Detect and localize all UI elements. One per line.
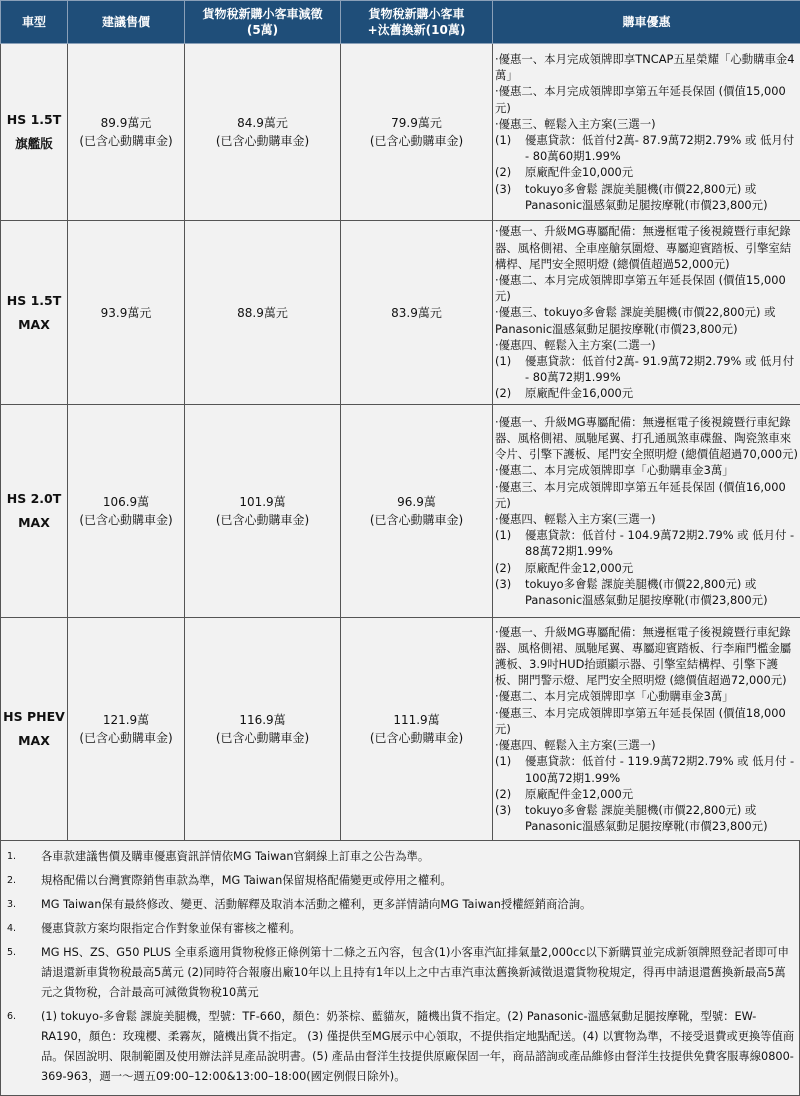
promo-item: ·優惠二、本月完成領牌即享第五年延長保固 (價值15,000元) (495, 272, 798, 304)
table-row (1, 44, 800, 221)
notes-section (0, 841, 800, 1096)
promo-option: (1) 優惠貸款：低首付 - 104.9萬72期2.79% 或 低月付 - 88萬72期1.99% (495, 527, 798, 559)
header-tax-reduction: 貨物稅新購小客車減徵 (5萬) (185, 1, 341, 44)
tax-price-cell: 84.9萬元 (已含心動購車金) (185, 44, 341, 221)
note-item: 4. 優惠貸款方案均限指定合作對象並保有審核之權利。 (1, 919, 799, 939)
promo-item: ·優惠三、本月完成領牌即享第五年延長保固 (價值18,000元) (495, 705, 798, 737)
msrp-cell: 89.9萬元 (已含心動購車金) (68, 44, 185, 221)
model-cell: HS 1.5T 旗艦版 (1, 44, 68, 221)
header-model: 車型 (1, 1, 68, 44)
promo-item: ·優惠四、輕鬆入主方案(三選一) (495, 511, 798, 527)
promo-item: ·優惠三、tokuyo多會鬆 課旋美腿機(市價22,800元) 或Panasonic溫感氣動足腿按摩靴(市價23,800元) (495, 304, 798, 336)
note-item: 2. 規格配備以台灣實際銷售車款為準，MG Taiwan保留規格配備變更或停用之權利。 (1, 871, 799, 891)
header-promo: 購車優惠 (493, 1, 800, 44)
promo-item: ·優惠一、升級MG專屬配備：無邊框電子後視鏡暨行車紀錄器、風格側裙、風馳尾翼、專屬迎賓踏板、行李廂門檻金屬護板、3.9吋HUD抬頭顯示器、引擎室結構桿、引擎下護板、開門警示燈、尾門安全照明燈 (總價值超過72,000元) (495, 624, 798, 689)
trade-in-price-cell: 79.9萬元 (已含心動購車金) (341, 44, 493, 221)
promo-item: ·優惠一、升級MG專屬配備：無邊框電子後視鏡暨行車紀錄器、風格側裙、全車座艙氛圍燈、專屬迎賓踏板、引擎室結構桿、尾門安全照明燈 (總價值超過52,000元) (495, 223, 798, 272)
promo-item: ·優惠三、輕鬆入主方案(三選一) (495, 116, 798, 132)
header-msrp: 建議售價 (68, 1, 185, 44)
trade-in-price-cell: 83.9萬元 (341, 221, 493, 405)
header-trade-in: 貨物稅新購小客車 +汰舊換新(10萬) (341, 1, 493, 44)
promo-option: (1) 優惠貸款：低首付 - 119.9萬72期2.79% 或 低月付 - 100萬72期1.99% (495, 753, 798, 785)
promo-cell (493, 44, 800, 221)
table-row (1, 221, 800, 405)
model-cell: HS 1.5T MAX (1, 221, 68, 405)
table-row (1, 405, 800, 618)
promo-item: ·優惠三、本月完成領牌即享第五年延長保固 (價值16,000元) (495, 479, 798, 511)
promo-cell (493, 618, 800, 841)
promo-option: (1) 優惠貸款：低首付2萬- 87.9萬72期2.79% 或 低月付 - 80萬60期1.99% (495, 132, 798, 164)
model-cell: HS 2.0T MAX (1, 405, 68, 618)
promo-option: (3) tokuyo多會鬆 課旋美腿機(市價22,800元) 或Panasonic溫感氣動足腿按摩靴(市價23,800元) (495, 181, 798, 213)
note-item: 3. MG Taiwan保有最終修改、變更、活動解釋及取消本活動之權利，更多詳情請向MG Taiwan授權經銷商洽詢。 (1, 895, 799, 915)
promo-item: ·優惠二、本月完成領牌即享「心動購車金3萬」 (495, 462, 798, 478)
promo-item: ·優惠二、本月完成領牌即享「心動購車金3萬」 (495, 688, 798, 704)
promo-option: (2) 原廠配件金12,000元 (495, 560, 798, 576)
tax-price-cell: 88.9萬元 (185, 221, 341, 405)
msrp-cell: 106.9萬 (已含心動購車金) (68, 405, 185, 618)
note-item: 6. (1) tokuyo-多會鬆 課旋美腿機，型號：TF-660，顏色：奶茶棕、藍貓灰，隨機出貨不指定。(2) Panasonic-溫感氣動足腿按摩靴，型號：EW-RA190，顏色：玫瑰櫻、柔霧灰，隨機出貨不指定。 (3) 僅提供至MG展示中心領取，不提供指定地點配送。(4) 以實物為準，不接受退費或更換等值商品。保固說明、限制範圍及使用辦法詳見產品說明書。(5) 產品由督洋生技提供原廠保固一年，商品諮詢或產品維修由督洋生技提供免費客服專線0800-369-963，週一～週五09:00–12:00&13:00–18:00(國定例假日除外)。 (1, 1007, 799, 1087)
promo-item: ·優惠二、本月完成領牌即享第五年延長保固 (價值15,000元) (495, 83, 798, 115)
promo-option: (3) tokuyo多會鬆 課旋美腿機(市價22,800元) 或Panasonic溫感氣動足腿按摩靴(市價23,800元) (495, 802, 798, 834)
promo-option: (2) 原廠配件金12,000元 (495, 786, 798, 802)
promo-item: ·優惠四、輕鬆入主方案(三選一) (495, 737, 798, 753)
promo-option: (3) tokuyo多會鬆 課旋美腿機(市價22,800元) 或Panasonic溫感氣動足腿按摩靴(市價23,800元) (495, 576, 798, 608)
msrp-cell: 93.9萬元 (68, 221, 185, 405)
trade-in-price-cell: 111.9萬 (已含心動購車金) (341, 618, 493, 841)
note-item: 1. 各車款建議售價及購車優惠資訊詳情依MG Taiwan官網線上訂車之公告為準。 (1, 847, 799, 867)
promo-cell (493, 405, 800, 618)
promo-item: ·優惠四、輕鬆入主方案(二選一) (495, 337, 798, 353)
tax-price-cell: 116.9萬 (已含心動購車金) (185, 618, 341, 841)
note-item: 5. MG HS、ZS、G50 PLUS 全車系適用貨物稅修正條例第十二條之五內容，包含(1)小客車汽缸排氣量2,000cc以下新購買並完成新領牌照登記者即可申請退還新車貨物稅最高5萬元 (2)同時符合報廢出廠10年以上且持有1年以上之中古車汽車汰舊換新減徵退還貨物稅規定，得再申請退還舊換新最高5萬元之貨物稅，合計最高可減徵貨物稅10萬元 (1, 943, 799, 1003)
table-row (1, 618, 800, 841)
promo-option: (2) 原廠配件金16,000元 (495, 385, 798, 401)
header-row (1, 1, 800, 44)
tax-price-cell: 101.9萬 (已含心動購車金) (185, 405, 341, 618)
promo-item: ·優惠一、升級MG專屬配備：無邊框電子後視鏡暨行車紀錄器、風格側裙、風馳尾翼、打孔通風煞車碟盤、陶瓷煞車來令片、引擎下護板、尾門安全照明燈 (總價值超過70,000元) (495, 414, 798, 463)
promo-option: (2) 原廠配件金10,000元 (495, 164, 798, 180)
trade-in-price-cell: 96.9萬 (已含心動購車金) (341, 405, 493, 618)
model-cell: HS PHEV MAX (1, 618, 68, 841)
msrp-cell: 121.9萬 (已含心動購車金) (68, 618, 185, 841)
promo-cell (493, 221, 800, 405)
promo-item: ·優惠一、本月完成領牌即享TNCAP五星榮耀「心動購車金4萬」 (495, 51, 798, 83)
promo-option: (1) 優惠貸款：低首付2萬- 91.9萬72期2.79% 或 低月付 - 80萬72期1.99% (495, 353, 798, 385)
